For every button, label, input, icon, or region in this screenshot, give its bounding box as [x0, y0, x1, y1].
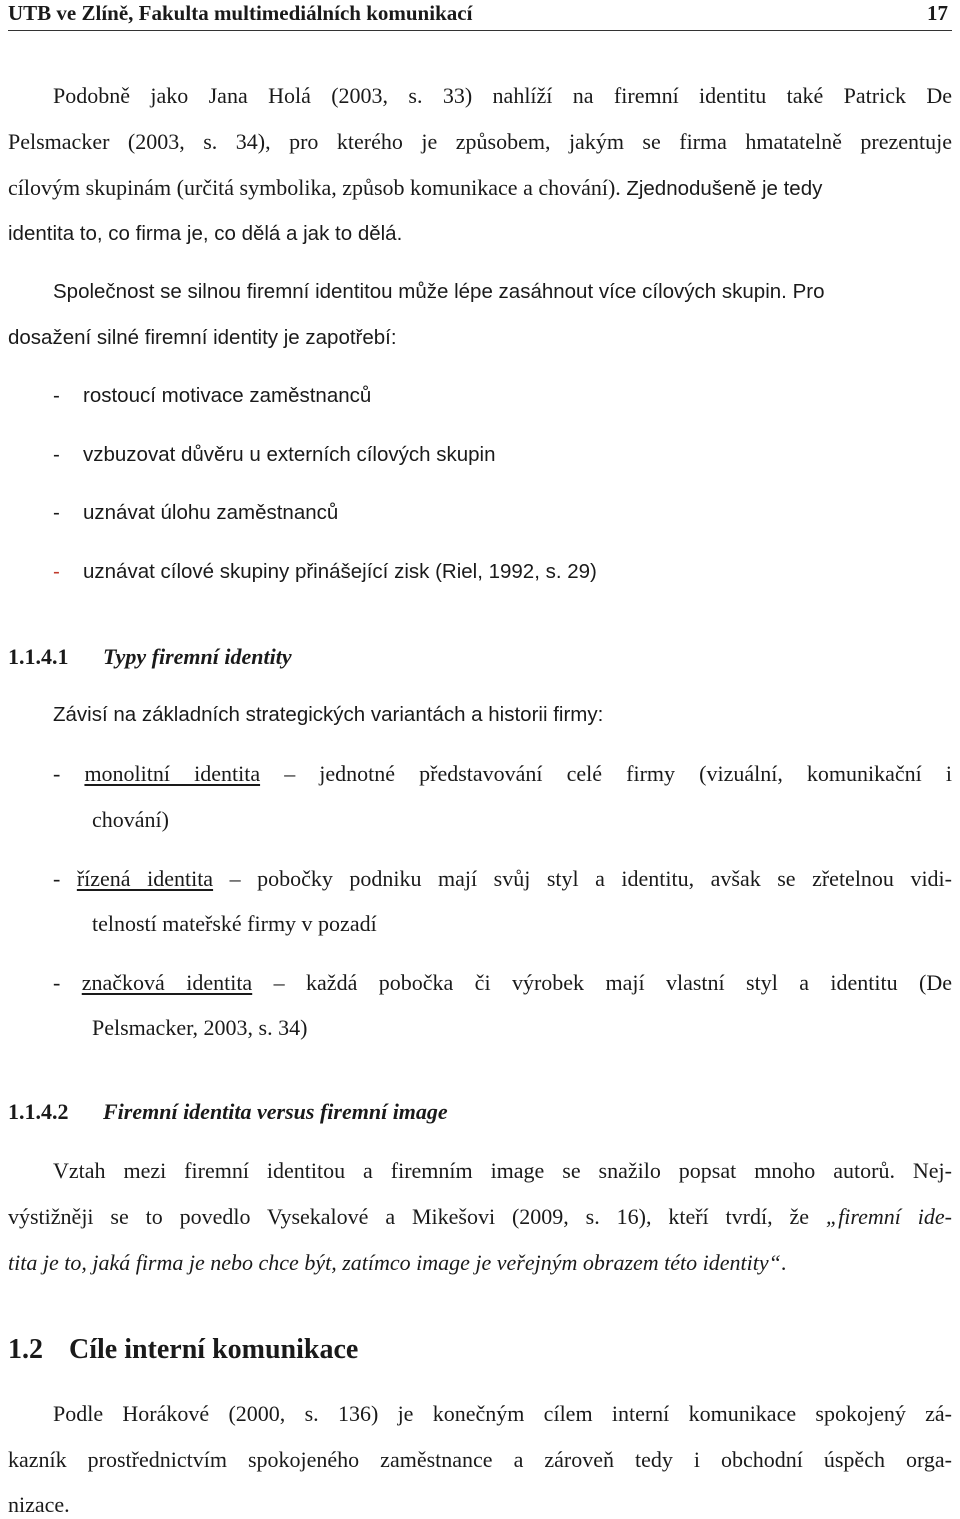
identity-type-item — [53, 969, 952, 997]
section-title: Firemní identita versus firemní image — [103, 1099, 448, 1124]
list-item-text: uznávat úlohu zaměstnanců — [83, 501, 339, 524]
s1142-line2-a: výstižněji se to povedlo Vysekalové a Mikešovi (2009, s. 16), kteří tvrdí, že — [8, 1204, 810, 1229]
para1-line4: identita to, co firma je, co dělá a jak to dělá. — [8, 222, 403, 245]
para2-line1-a: Společnost se silnou firemní identitou může lépe zasáhnout více cílových skupin. — [53, 280, 787, 303]
identity-type-item — [53, 865, 952, 893]
para1-line3-a: cílovým skupinám (určitá symbolika, způsob komunikace a chování). — [8, 175, 621, 200]
list-item-text: uznávat cílové skupiny přinášející zisk (Riel, 1992, s. 29) — [83, 560, 597, 583]
para1-line1: Podobně jako Jana Holá (2003, s. 33) nahlíží na firemní identitu také Patrick De — [53, 83, 952, 108]
identity-term: značková identita — [81, 970, 253, 995]
list-dash: - — [53, 866, 61, 891]
para1-line2: Pelsmacker (2003, s. 34), pro kterého je způsobem, jakým se firma hmatatelně prezentuje — [8, 129, 952, 154]
list-item-text: vzbuzovat důvěru u externích cílových skupin — [83, 443, 496, 466]
s12-line3: nizace. — [8, 1492, 70, 1517]
para1-line3-b: Zjednodušeně je tedy — [626, 177, 823, 200]
identity-type-item — [53, 760, 952, 788]
para1-line3 — [8, 174, 822, 203]
section-heading-1-1-4-2 — [8, 1098, 448, 1126]
s1142-line2-quote: „firemní ide- — [825, 1204, 952, 1229]
list-dash: - — [53, 501, 60, 524]
section-intro: Závisí na základních strategických variantách a historii firmy: — [53, 703, 604, 726]
header-institution: UTB ve Zlíně, Fakulta multimediálních komunikací — [8, 1, 473, 25]
list-dash: - — [53, 384, 60, 407]
section-number: 1.1.4.1 — [8, 644, 69, 669]
identity-description: – pobočky podniku mají svůj styl a identitu, avšak se zřetelnou vidi- — [229, 866, 952, 891]
section-title: Typy firemní identity — [103, 644, 292, 669]
list-item — [53, 558, 597, 586]
section-number: 1.1.4.2 — [8, 1099, 69, 1124]
list-dash: - — [53, 970, 61, 995]
identity-description-cont: chování) — [92, 807, 169, 832]
para2-line1 — [53, 278, 824, 306]
list-dash: - — [53, 560, 60, 583]
s1142-line3-quote: tita je to, jaká firma je nebo chce být, zatímco image je veřejným obrazem této identity“ — [8, 1250, 781, 1275]
s12-line1: Podle Horákové (2000, s. 136) je konečným cílem interní komunikace spokojený zá- — [53, 1401, 952, 1426]
section-title: Cíle interní komunikace — [69, 1334, 359, 1365]
list-item-text: rostoucí motivace zaměstnanců — [83, 384, 372, 407]
running-header — [8, 0, 952, 31]
section-heading-1-2 — [8, 1333, 359, 1367]
identity-description-cont: telností mateřské firmy v pozadí — [92, 911, 377, 936]
identity-term: monolitní identita — [84, 761, 261, 786]
list-item — [53, 382, 372, 410]
s1142-line1: Vztah mezi firemní identitou a firemním image se snažilo popsat mnoho autorů. Nej- — [53, 1158, 952, 1183]
para2-line1-b: Pro — [792, 280, 825, 303]
identity-description-cont: Pelsmacker, 2003, s. 34) — [92, 1015, 308, 1040]
list-dash: - — [53, 761, 61, 786]
para2-line2: dosažení silné firemní identity je zapotřebí: — [8, 326, 397, 349]
identity-description: – jednotné představování celé firmy (vizuální, komunikační i — [284, 761, 953, 786]
header-page-number: 17 — [927, 1, 948, 25]
s1142-line2 — [8, 1203, 952, 1231]
section-number: 1.2 — [8, 1334, 43, 1365]
list-item — [53, 441, 496, 469]
section-heading-1-1-4-1 — [8, 643, 292, 671]
s1142-line3-end: . — [780, 1250, 787, 1275]
identity-term: řízená identita — [76, 866, 214, 891]
list-dash: - — [53, 443, 60, 466]
s12-line2: kazník prostřednictvím spokojeného zaměstnance a zároveň tedy i obchodní úspěch orga- — [8, 1447, 952, 1472]
list-item — [53, 499, 339, 527]
identity-description: – každá pobočka či výrobek mají vlastní styl a identitu (De — [273, 970, 953, 995]
s1142-line3 — [8, 1249, 786, 1277]
